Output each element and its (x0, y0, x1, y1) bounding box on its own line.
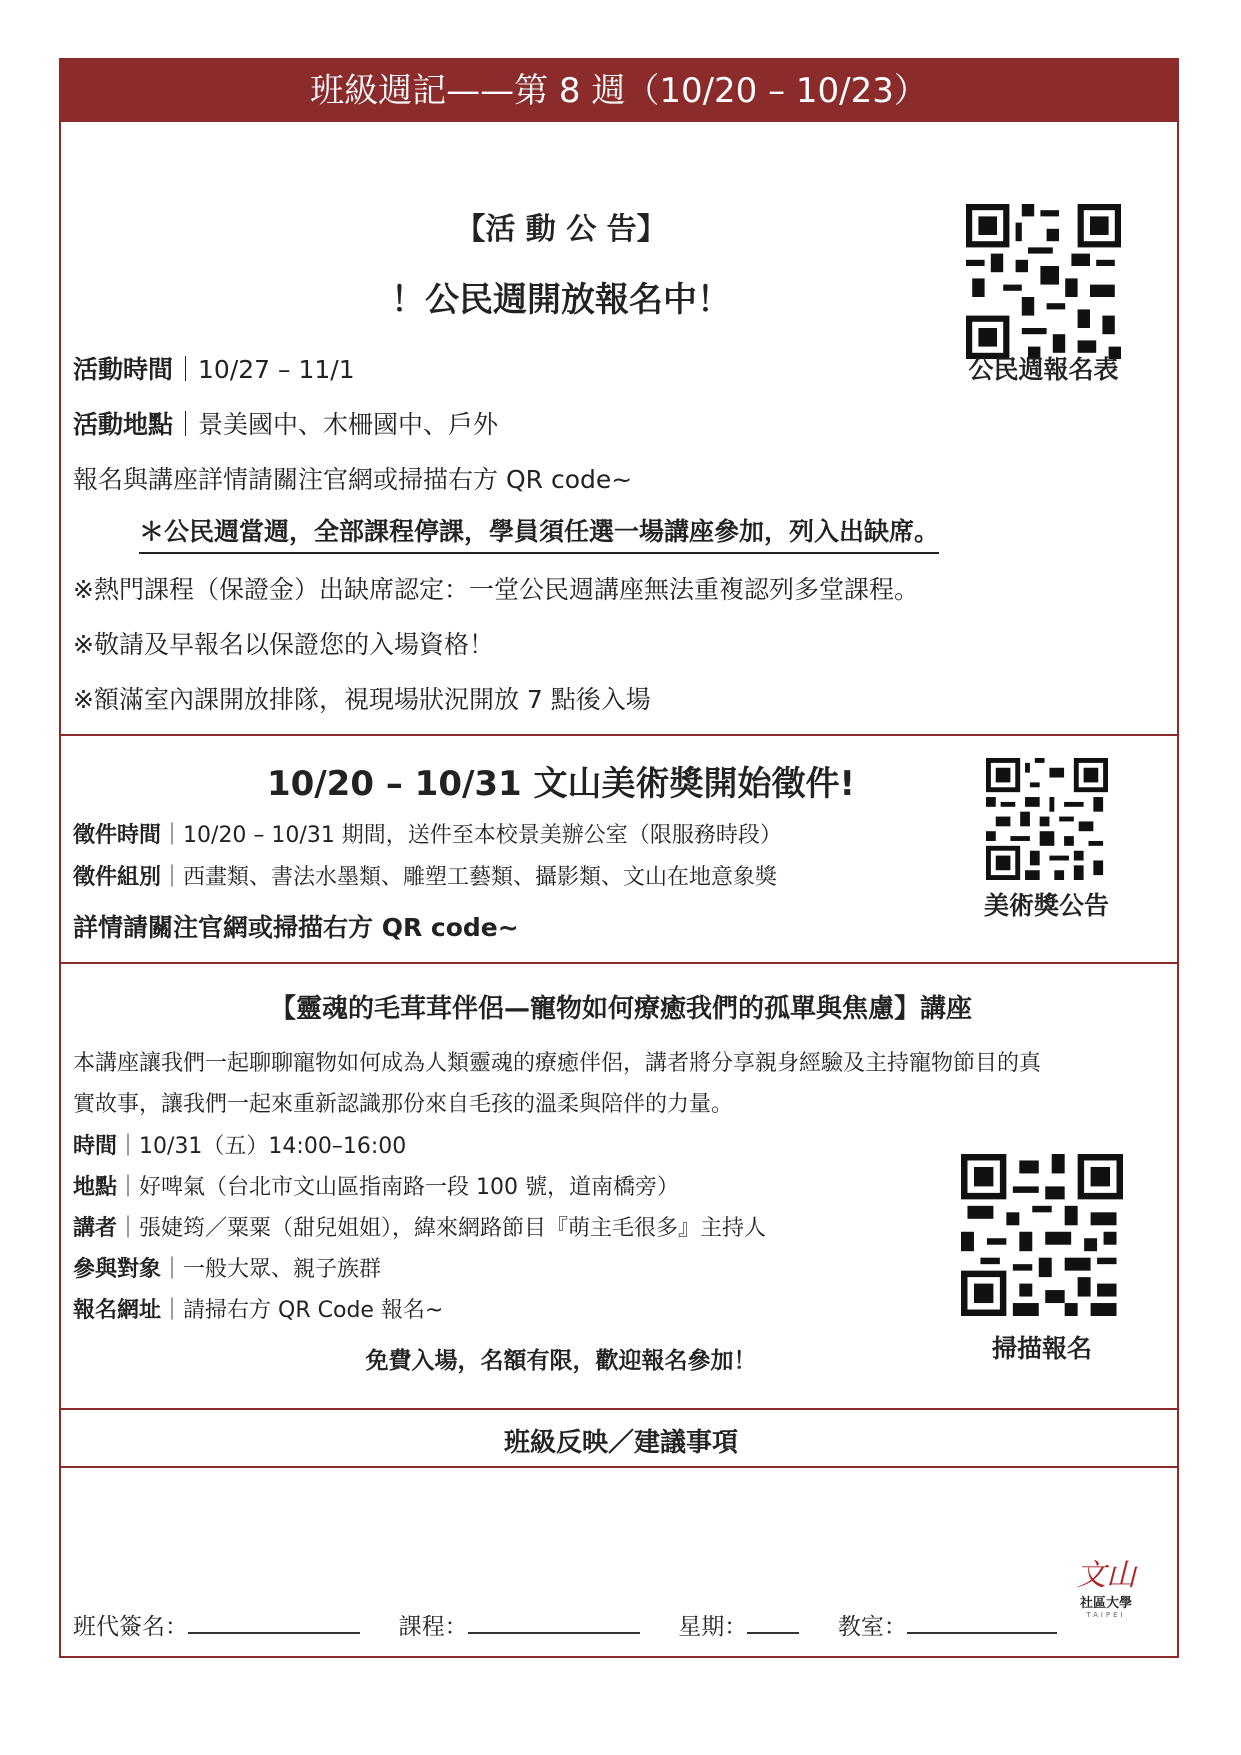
submission-period-label: 徵件時間 (73, 823, 162, 848)
separator: ｜ (161, 1298, 184, 1323)
separator: ｜ (173, 355, 199, 384)
submission-group-label: 徵件組別 (73, 865, 162, 890)
section-pet-lecture (61, 962, 1177, 1408)
suspension-notice: ＊公民週當週，全部課程停課，學員須任選一場講座參加，列入出缺席。 (139, 512, 939, 554)
section-civic-week (61, 122, 1177, 734)
class-rep-signature-field[interactable] (188, 1610, 360, 1634)
feedback-heading: 班級反映／建議事項 (503, 1428, 738, 1458)
lecture-audience-label: 參與對象 (73, 1257, 162, 1282)
separator: ｜ (161, 823, 184, 848)
qr-icon (986, 758, 1108, 880)
activity-time-label: 活動時間 (73, 355, 174, 384)
activity-place-label: 活動地點 (73, 410, 174, 439)
separator: ｜ (117, 1134, 140, 1159)
activity-time-value: 10/27 – 11/1 (198, 355, 355, 384)
detail-text: 報名與講座詳情請關注官網或掃描右方 QR code~ (73, 465, 633, 494)
note-deposit: ※熱門課程（保證金）出缺席認定：一堂公民週講座無法重複認列多堂課程。 (73, 575, 919, 604)
activity-place-value: 景美國中、木柵國中、戶外 (198, 410, 499, 439)
separator: ｜ (117, 1216, 140, 1241)
lecture-time-value: 10/31（五）14:00–16:00 (139, 1134, 407, 1159)
submission-period (73, 818, 782, 849)
separator: ｜ (173, 410, 199, 439)
school-logo (1061, 1560, 1151, 1619)
qr-code-civic-week[interactable] (966, 204, 1121, 359)
lecture-registration-label: 報名網址 (73, 1298, 162, 1323)
free-admission-note: 免費入場，名額有限，歡迎報名參加！ (365, 1348, 757, 1374)
class-rep-signature-label: 班代簽名： (73, 1614, 188, 1640)
section-art-award (61, 734, 1177, 962)
activity-place (73, 405, 498, 441)
submission-period-value: 10/20 – 10/31 期間，送件至本校景美辦公室（限服務時段） (183, 823, 782, 848)
lecture-speaker-value: 張婕筠／粟粟（甜兒姐姐），緯來網路節目『萌主毛很多』主持人 (139, 1216, 767, 1241)
separator: ｜ (161, 865, 184, 890)
lecture-description-line2: 實故事，讓我們一起來重新認識那份來自毛孩的溫柔與陪伴的力量。 (73, 1092, 734, 1117)
page-frame (59, 58, 1179, 1658)
classroom-label: 教室： (837, 1614, 907, 1640)
separator: ｜ (117, 1175, 140, 1200)
art-award-detail: 詳情請關注官網或掃描右方 QR code~ (73, 913, 519, 942)
logo-glyph: 文山 (1076, 1558, 1136, 1593)
lecture-registration (73, 1293, 443, 1324)
qr-icon (961, 1154, 1123, 1316)
lecture-speaker-label: 講者 (73, 1216, 118, 1241)
course-field[interactable] (468, 1610, 640, 1634)
logo-text: 社區大學 (1079, 1596, 1132, 1611)
signature-row (73, 1608, 1057, 1641)
day-label: 星期： (678, 1614, 748, 1640)
qr-caption-lecture: 掃描報名 (991, 1334, 1092, 1363)
art-award-headline: 10/20 – 10/31 文山美術獎開始徵件! (266, 764, 856, 804)
qr-caption-civic-week: 公民週報名表 (968, 355, 1119, 384)
note-register-early: ※敬請及早報名以保證您的入場資格！ (73, 630, 494, 659)
qr-code-art-award[interactable] (986, 758, 1108, 880)
day-field[interactable] (747, 1610, 799, 1634)
lecture-audience-value: 一般大眾、親子族群 (183, 1257, 382, 1282)
course-label: 課程： (398, 1614, 468, 1640)
submission-group (73, 860, 777, 891)
separator: ｜ (161, 1257, 184, 1282)
lecture-headline: 【靈魂的毛茸茸伴侶—寵物如何療癒我們的孤單與焦慮】講座 (269, 994, 972, 1024)
lecture-audience (73, 1252, 381, 1283)
lecture-registration-value: 請掃右方 QR Code 報名~ (183, 1298, 444, 1323)
feedback-area[interactable] (61, 1466, 1177, 1658)
lecture-description-line1: 本講座讓我們一起聊聊寵物如何成為人類靈魂的療癒伴侶，講者將分享親身經驗及主持寵物節目的真 (73, 1051, 1042, 1076)
qr-icon (966, 204, 1121, 359)
lecture-time-label: 時間 (73, 1134, 118, 1159)
lecture-time (73, 1129, 406, 1160)
section-heading: 【活 動 公 告】 (455, 212, 667, 247)
logo-sub: TAIPEI (1086, 1611, 1126, 1619)
submission-group-value: 西畫類、書法水墨類、雕塑工藝類、攝影類、文山在地意象獎 (183, 865, 778, 890)
lecture-place (73, 1170, 679, 1201)
classroom-field[interactable] (907, 1610, 1057, 1634)
qr-caption-art-award: 美術獎公告 (983, 891, 1109, 920)
page-title: 班級週記——第 8 週（10/20 – 10/23） (61, 60, 1177, 122)
qr-code-lecture[interactable] (961, 1154, 1123, 1316)
lecture-place-label: 地點 (73, 1175, 118, 1200)
feedback-header (61, 1408, 1177, 1466)
note-queue: ※額滿室內課開放排隊，視現場狀況開放 7 點後入場 (73, 685, 651, 714)
activity-time (73, 350, 355, 386)
lecture-speaker (73, 1211, 766, 1242)
lecture-place-value: 好啤氣（台北市文山區指南路一段 100 號，道南橋旁） (139, 1175, 680, 1200)
civic-week-headline: ！公民週開放報名中！ (391, 280, 731, 320)
